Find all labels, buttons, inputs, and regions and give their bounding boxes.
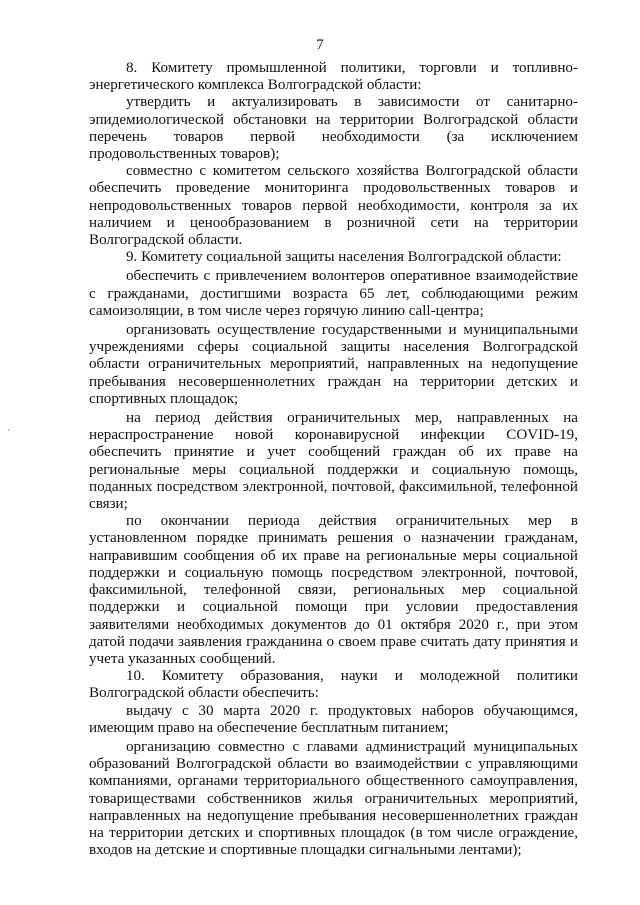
page-number: 7 xyxy=(316,37,324,53)
paragraph: совместно с комитетом сельского хозяйства Волгоградской области обеспечить проведение мониторинга продовольственных товаров и непродовольственных товаров первой необходимости, контроля за их наличием и ценообразованием в розничной сети на территории Волгоградской области. xyxy=(89,163,578,249)
paragraph: утвердить и актуализировать в зависимости от санитарно-эпидемиологической обстановки на территории Волгоградской области перечень товаров первой необходимости (за исключением продовольственных товаров); xyxy=(89,94,578,163)
scan-mark xyxy=(8,429,10,431)
document-body xyxy=(89,60,578,859)
paragraph: обеспечить с привлечением волонтеров оперативное взаимодействие с гражданами, достигшими возраста 65 лет, соблюдающими режим самоизоляции, в том числе через горячую линию call-центра; xyxy=(89,268,578,319)
paragraph-10-heading: 10. Комитету образования, науки и молодежной политики Волгоградской области обеспечить: xyxy=(89,668,578,702)
paragraph: на период действия ограничительных мер, направленных на нераспространение новой коронавирусной инфекции COVID-19, обеспечить принятие и учет сообщений граждан об их праве на региональные меры социальной поддержки и социальную помощь, поданных посредством электронной, почтовой, факсимильной, телефонной связи; xyxy=(89,410,578,513)
paragraph-9-heading: 9. Комитету социальной защиты населения Волгоградской области: xyxy=(126,249,562,266)
paragraph: выдачу с 30 марта 2020 г. продуктовых наборов обучающимся, имеющим право на обеспечение бесплатным питанием; xyxy=(89,702,578,736)
paragraph: организовать осуществление государственными и муниципальными учреждениями сферы социальной защиты населения Волгоградской области ограничительных мероприятий, направленных на недопущение пребывания несовершеннолетних граждан на территории детских и спортивных площадок; xyxy=(89,322,578,407)
paragraph: организацию совместно с главами администраций муниципальных образований Волгоградской области во взаимодействии с управляющими компаниями, органами территориального общественного самоуправления, товариществами собственников жилья ограничительных мероприятий, направленных на недопущение пребывания несовершеннолетних граждан на территории детских и спортивных площадок (в том числе ограждение, входов на детские и спортивные площадки сигнальными лентами); xyxy=(89,738,578,859)
paragraph: по окончании периода действия ограничительных мер в установленном порядке принимать решения о назначении гражданам, направившим сообщения об их праве на региональные меры социальной поддержки и социальную помощь посредством электронной, почтовой, факсимильной, телефонной связи, региональных мер социальной поддержки и социальной помощи при условии предоставления заявителями необходимых документов до 01 октября 2020 г., при этом датой подачи заявления гражданина о своем праве считать дату принятия и учета указанных сообщений. xyxy=(89,513,578,667)
paragraph-8-heading: 8. Комитету промышленной политики, торговли и топливно-энергетического комплекса Волгоградской области: xyxy=(89,60,578,94)
